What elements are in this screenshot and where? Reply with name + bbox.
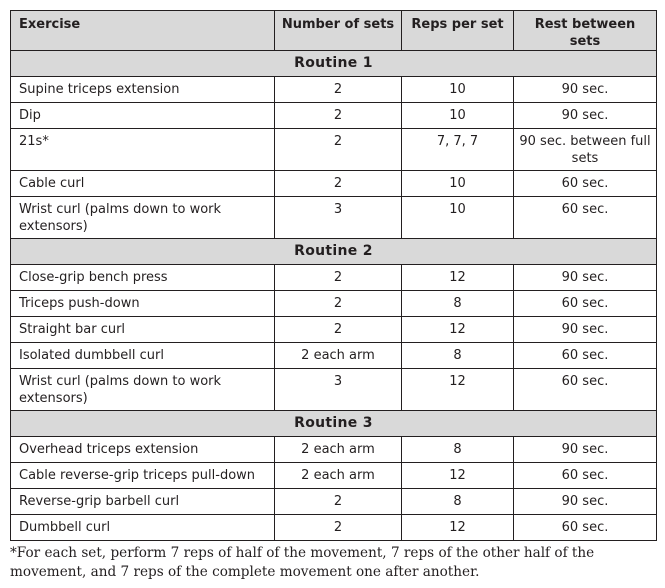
reps-cell: 12: [402, 515, 514, 541]
table-row: [11, 437, 657, 463]
table-row: [11, 489, 657, 515]
routine-title: Routine 2: [11, 239, 657, 265]
reps-cell: 8: [402, 437, 514, 463]
rest-cell: 60 sec.: [514, 291, 657, 317]
sets-cell: 2: [275, 171, 402, 197]
sets-cell: 2: [275, 265, 402, 291]
sets-cell: 3: [275, 197, 402, 239]
exercise-table: [10, 10, 657, 541]
exercise-cell: Triceps push-down: [11, 291, 275, 317]
routine-header-row: [11, 51, 657, 77]
table-row: [11, 463, 657, 489]
rest-cell: 60 sec.: [514, 463, 657, 489]
sets-cell: 2 each arm: [275, 437, 402, 463]
header-rest-between-sets: Rest between sets: [514, 11, 657, 51]
table-row: [11, 197, 657, 239]
table-row: [11, 291, 657, 317]
exercise-cell: Cable reverse-grip triceps pull-down: [11, 463, 275, 489]
routine-header-row: [11, 239, 657, 265]
table-header-row: [11, 11, 657, 51]
routine-title: Routine 1: [11, 51, 657, 77]
reps-cell: 8: [402, 291, 514, 317]
reps-cell: 8: [402, 489, 514, 515]
footnote: *For each set, perform 7 reps of half of the movement, 7 reps of the other half of the movement, and 7 reps of the complete movement one after another.: [10, 545, 595, 580]
table-row: [11, 515, 657, 541]
table-row: [11, 103, 657, 129]
sets-cell: 2: [275, 515, 402, 541]
exercise-cell: Wrist curl (palms down to work extensors): [11, 369, 275, 411]
header-exercise: Exercise: [11, 11, 275, 51]
reps-cell: 8: [402, 343, 514, 369]
rest-cell: 60 sec.: [514, 515, 657, 541]
sets-cell: 2: [275, 77, 402, 103]
header-number-of-sets: Number of sets: [275, 11, 402, 51]
rest-cell: 60 sec.: [514, 171, 657, 197]
reps-cell: 12: [402, 317, 514, 343]
rest-cell: 90 sec.: [514, 265, 657, 291]
rest-cell: 90 sec.: [514, 489, 657, 515]
exercise-cell: Cable curl: [11, 171, 275, 197]
table-row: [11, 369, 657, 411]
exercise-cell: Dip: [11, 103, 275, 129]
reps-cell: 12: [402, 463, 514, 489]
table-row: [11, 77, 657, 103]
table-row: [11, 129, 657, 171]
reps-cell: 10: [402, 171, 514, 197]
sets-cell: 3: [275, 369, 402, 411]
exercise-cell: Straight bar curl: [11, 317, 275, 343]
sets-cell: 2: [275, 489, 402, 515]
rest-cell: 90 sec. between full sets: [514, 129, 657, 171]
exercise-cell: Dumbbell curl: [11, 515, 275, 541]
rest-cell: 90 sec.: [514, 317, 657, 343]
rest-cell: 90 sec.: [514, 437, 657, 463]
exercise-cell: Reverse-grip barbell curl: [11, 489, 275, 515]
sets-cell: 2: [275, 103, 402, 129]
header-reps-per-set: Reps per set: [402, 11, 514, 51]
sets-cell: 2: [275, 317, 402, 343]
exercise-cell: Overhead triceps extension: [11, 437, 275, 463]
rest-cell: 90 sec.: [514, 77, 657, 103]
exercise-cell: Wrist curl (palms down to work extensors): [11, 197, 275, 239]
routine-title: Routine 3: [11, 411, 657, 437]
reps-cell: 7, 7, 7: [402, 129, 514, 171]
routine-header-row: [11, 411, 657, 437]
table-row: [11, 317, 657, 343]
exercise-cell: 21s*: [11, 129, 275, 171]
sets-cell: 2 each arm: [275, 463, 402, 489]
exercise-table-container: [10, 10, 656, 541]
rest-cell: 90 sec.: [514, 103, 657, 129]
exercise-cell: Supine triceps extension: [11, 77, 275, 103]
rest-cell: 60 sec.: [514, 369, 657, 411]
sets-cell: 2: [275, 129, 402, 171]
table-row: [11, 343, 657, 369]
rest-cell: 60 sec.: [514, 343, 657, 369]
reps-cell: 10: [402, 103, 514, 129]
rest-cell: 60 sec.: [514, 197, 657, 239]
reps-cell: 12: [402, 265, 514, 291]
exercise-cell: Close-grip bench press: [11, 265, 275, 291]
reps-cell: 10: [402, 197, 514, 239]
reps-cell: 12: [402, 369, 514, 411]
table-row: [11, 265, 657, 291]
sets-cell: 2 each arm: [275, 343, 402, 369]
reps-cell: 10: [402, 77, 514, 103]
exercise-cell: Isolated dumbbell curl: [11, 343, 275, 369]
table-row: [11, 171, 657, 197]
sets-cell: 2: [275, 291, 402, 317]
